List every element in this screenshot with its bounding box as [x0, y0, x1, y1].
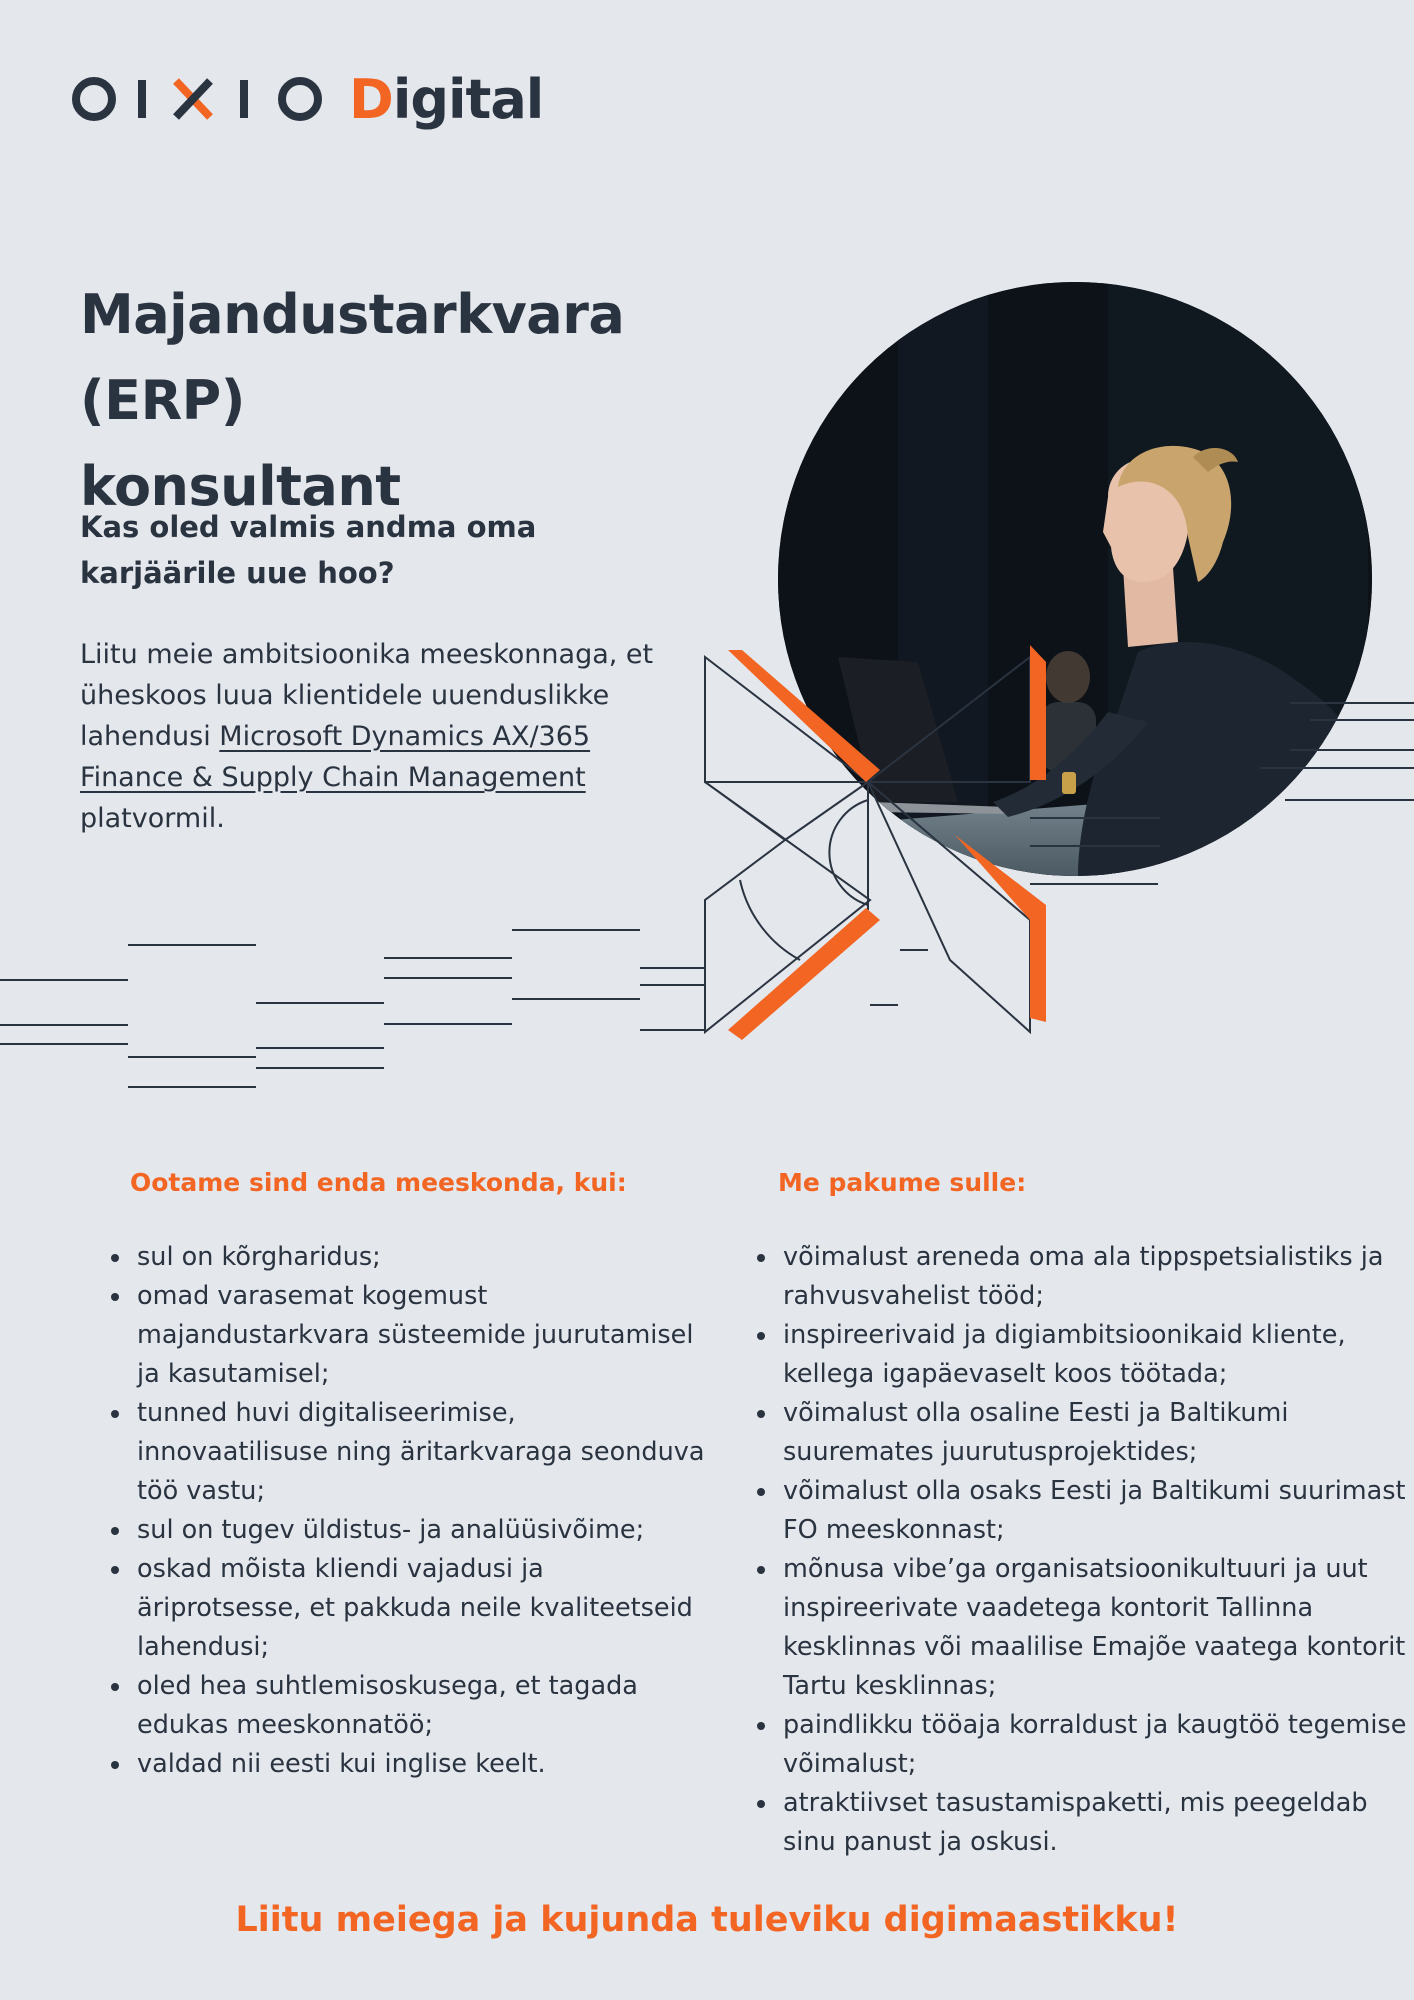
company-logo	[72, 64, 543, 134]
oixio-logo-icon	[72, 71, 327, 127]
subtitle: Kas oled valmis andma oma karjäärile uue hoo?	[80, 510, 537, 590]
list-item: • võimalust olla osaline Eesti ja Baltikumi suuremates juurutusprojektides;	[779, 1394, 1414, 1472]
logo-wordmark: Digital	[349, 67, 544, 131]
list-item: • võimalust olla osaks Eesti ja Baltikumi suurimast FO meeskonnast;	[779, 1472, 1414, 1550]
list-item: • oskad mõista kliendi vajadusi ja äriprotsesse, et pakkuda neile kvaliteetseid lahendusi;	[133, 1550, 713, 1667]
list-item: • omad varasemat kogemust majandustarkvara süsteemide juurutamisel ja kasutamisel;	[133, 1277, 713, 1394]
intro-text-before: Liitu meie ambitsioonika meeskonnaga, et üheskoos luua klientidele uuenduslikke lahendusi	[80, 639, 654, 752]
decorative-x-graphic	[0, 640, 1414, 1100]
requirements-list	[103, 1238, 713, 1784]
list-item: • atraktiivset tasustamispaketti, mis peegeldab sinu panust ja oskusi.	[779, 1784, 1414, 1862]
offers-heading: Me pakume sulle:	[778, 1168, 1027, 1197]
list-item: • võimalust areneda oma ala tippspetsialistiks ja rahvusvahelist tööd;	[779, 1238, 1414, 1316]
list-item: • oled hea suhtlemisoskusega, et tagada edukas meeskonnatöö;	[133, 1667, 713, 1745]
list-item: • sul on kõrgharidus;	[133, 1238, 713, 1277]
microsoft-dynamics-link[interactable]: Microsoft Dynamics AX/365 Finance & Supply Chain Management	[80, 721, 591, 793]
title-line-1: Majandustarkvara (ERP)	[80, 283, 625, 432]
list-item: • paindlikku tööaja korraldust ja kaugtöö tegemise võimalust;	[779, 1706, 1414, 1784]
list-item: • sul on tugev üldistus- ja analüüsivõime;	[133, 1511, 713, 1550]
intro-text-after: platvormil.	[80, 803, 225, 834]
list-item: • valdad nii eesti kui inglise keelt.	[133, 1745, 713, 1784]
call-to-action: Liitu meiega ja kujunda tuleviku digimaastikku!	[235, 1900, 1179, 1940]
requirements-heading: Ootame sind enda meeskonda, kui:	[130, 1168, 627, 1197]
list-item: • tunned huvi digitaliseerimise, innovaatilisuse ning äritarkvaraga seonduva töö vastu;	[133, 1394, 713, 1511]
offers-list	[749, 1238, 1414, 1862]
title-line-2: konsultant	[80, 455, 401, 518]
list-item: • mõnusa vibe’ga organisatsioonikultuuri ja uut inspireerivate vaadetega kontorit Tallinna kesklinnas või maalilise Emajõe vaatega kontorit Tartu kesklinnas;	[779, 1550, 1414, 1706]
page-title	[80, 272, 800, 530]
list-item: • inspireerivaid ja digiambitsioonikaid kliente, kellega igapäevaselt koos töötada;	[779, 1316, 1414, 1394]
